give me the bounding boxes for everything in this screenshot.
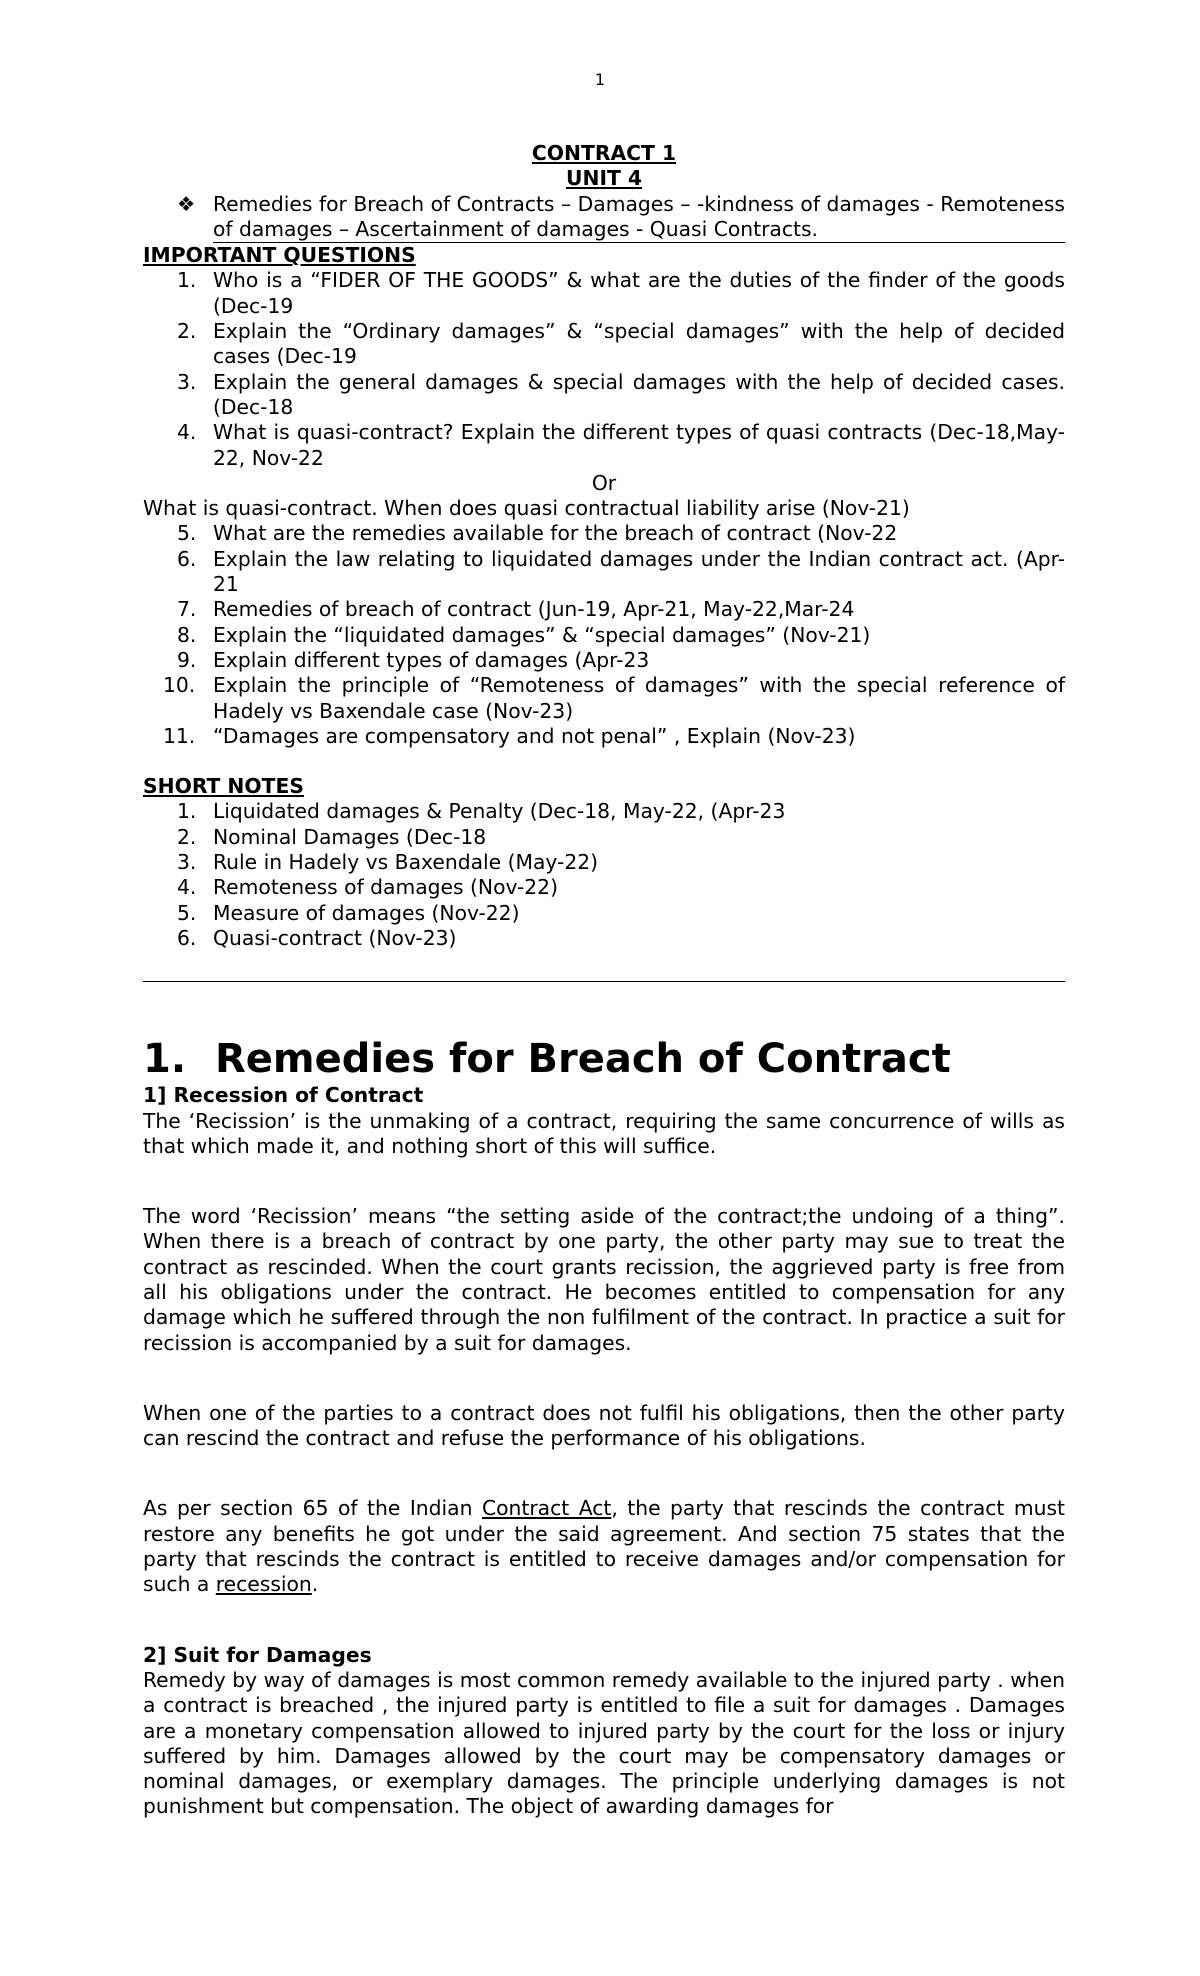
document-title: CONTRACT 1: [531, 141, 677, 165]
list-item: 5. What are the remedies available for the breach of contract (Nov-22: [177, 521, 898, 546]
paragraph: The ‘Recission’ is the unmaking of a contract, requiring the same concurrence of wills as that which made it, and nothing short of this will suffice.: [143, 1108, 1065, 1158]
paragraph: The word ‘Recission’ means “the setting aside of the contract;the undoing of a thing”. When there is a breach of contract by one party, the other party may sue to treat the contract as rescinded. When the court grants recission, the aggrieved party is free from all his obligations under the contract. He becomes entitled to compensation for any damage which he suffered through the non fulfilment of the contract. In practice a suit for recission is accompanied by a suit for damages.: [143, 1204, 1065, 1355]
list-item: 2. Explain the “Ordinary damages” & “special damages” with the help of decided cases (Dec-19: [177, 319, 1065, 369]
list-item: 9. Explain different types of damages (Apr-23: [177, 647, 650, 672]
list-item: 3. Explain the general damages & special damages with the help of decided cases. (Dec-18: [177, 369, 1065, 419]
list-item: 8. Explain the “liquidated damages” & “special damages” (Nov-21): [177, 622, 871, 647]
diamond-bullet-icon: ❖: [177, 191, 196, 216]
subsection-heading-suit-for-damages: 2] Suit for Damages: [143, 1642, 372, 1667]
paragraph: Remedy by way of damages is most common remedy available to the injured party . when a contract is breached , the injured party is entitled to file a suit for damages . Damages are a monetary compensation allowed to injured party by the court for the loss or injury suffered by him. Damages allowed by the court may be compensatory damages or nominal damages, or exemplary damages. The principle underlying damages is not punishment but compensation. The object of awarding damages for: [143, 1667, 1065, 1819]
topics-item: [143, 192, 1065, 244]
list-item: 4. Remoteness of damages (Nov-22): [177, 875, 558, 900]
page-number: 1: [594, 70, 606, 89]
paragraph: As per section 65 of the Indian Contract Act, the party that rescinds the contract must restore any benefits he got under the said agreement. And section 75 states that the party that rescinds the contract is entitled to receive damages and/or compensation for such a recession.: [143, 1496, 1066, 1597]
topics-text: Remedies for Breach of Contracts – Damages – -kindness of damages - Remoteness of damages – Ascertainment of damages - Quasi Contracts.: [213, 192, 1065, 244]
unit-title: UNIT 4: [566, 166, 642, 191]
list-item: 6. Explain the law relating to liquidated damages under the Indian contract act. (Apr-21: [177, 546, 1065, 597]
list-item: 10. Explain the principle of “Remoteness of damages” with the special reference of Hadely vs Baxendale case (Nov-23): [163, 673, 1065, 723]
important-questions-list-continued: [143, 521, 1065, 749]
horizontal-divider: [143, 981, 1065, 982]
short-notes-heading: SHORT NOTES: [143, 774, 304, 799]
short-notes-list: [143, 799, 1065, 951]
list-item: 6. Quasi-contract (Nov-23): [177, 925, 457, 950]
list-item: 11. “Damages are compensatory and not penal” , Explain (Nov-23): [163, 723, 856, 748]
important-questions-heading: IMPORTANT QUESTIONS: [143, 243, 416, 268]
section-heading: 1. Remedies for Breach of Contract: [143, 1036, 951, 1083]
recession-link[interactable]: recession: [215, 1572, 312, 1597]
or-question: What is quasi-contract. When does quasi contractual liability arise (Nov-21): [143, 496, 910, 521]
list-item: 4. What is quasi-contract? Explain the different types of quasi contracts (Dec-18,May-22, Nov-22: [177, 420, 1065, 470]
document-body: [143, 141, 1065, 1820]
list-item: 1. Who is a “FIDER OF THE GOODS” & what are the duties of the finder of the goods (Dec-19: [177, 268, 1065, 318]
list-item: 3. Rule in Hadely vs Baxendale (May-22): [177, 850, 599, 875]
list-item: 7. Remedies of breach of contract (Jun-19, Apr-21, May-22,Mar-24: [177, 597, 855, 622]
list-item: 2. Nominal Damages (Dec-18: [177, 824, 487, 849]
contract-act-link[interactable]: Contract Act: [481, 1496, 612, 1521]
important-questions-list: [143, 268, 1065, 470]
list-item: 5. Measure of damages (Nov-22): [177, 900, 520, 925]
list-item: 1. Liquidated damages & Penalty (Dec-18, May-22, (Apr-23: [177, 799, 786, 824]
or-separator: Or: [591, 470, 617, 495]
paragraph: When one of the parties to a contract does not fulfil his obligations, then the other party can rescind the contract and refuse the performance of his obligations.: [143, 1400, 1065, 1451]
subsection-heading-recession: 1] Recession of Contract: [143, 1083, 424, 1108]
